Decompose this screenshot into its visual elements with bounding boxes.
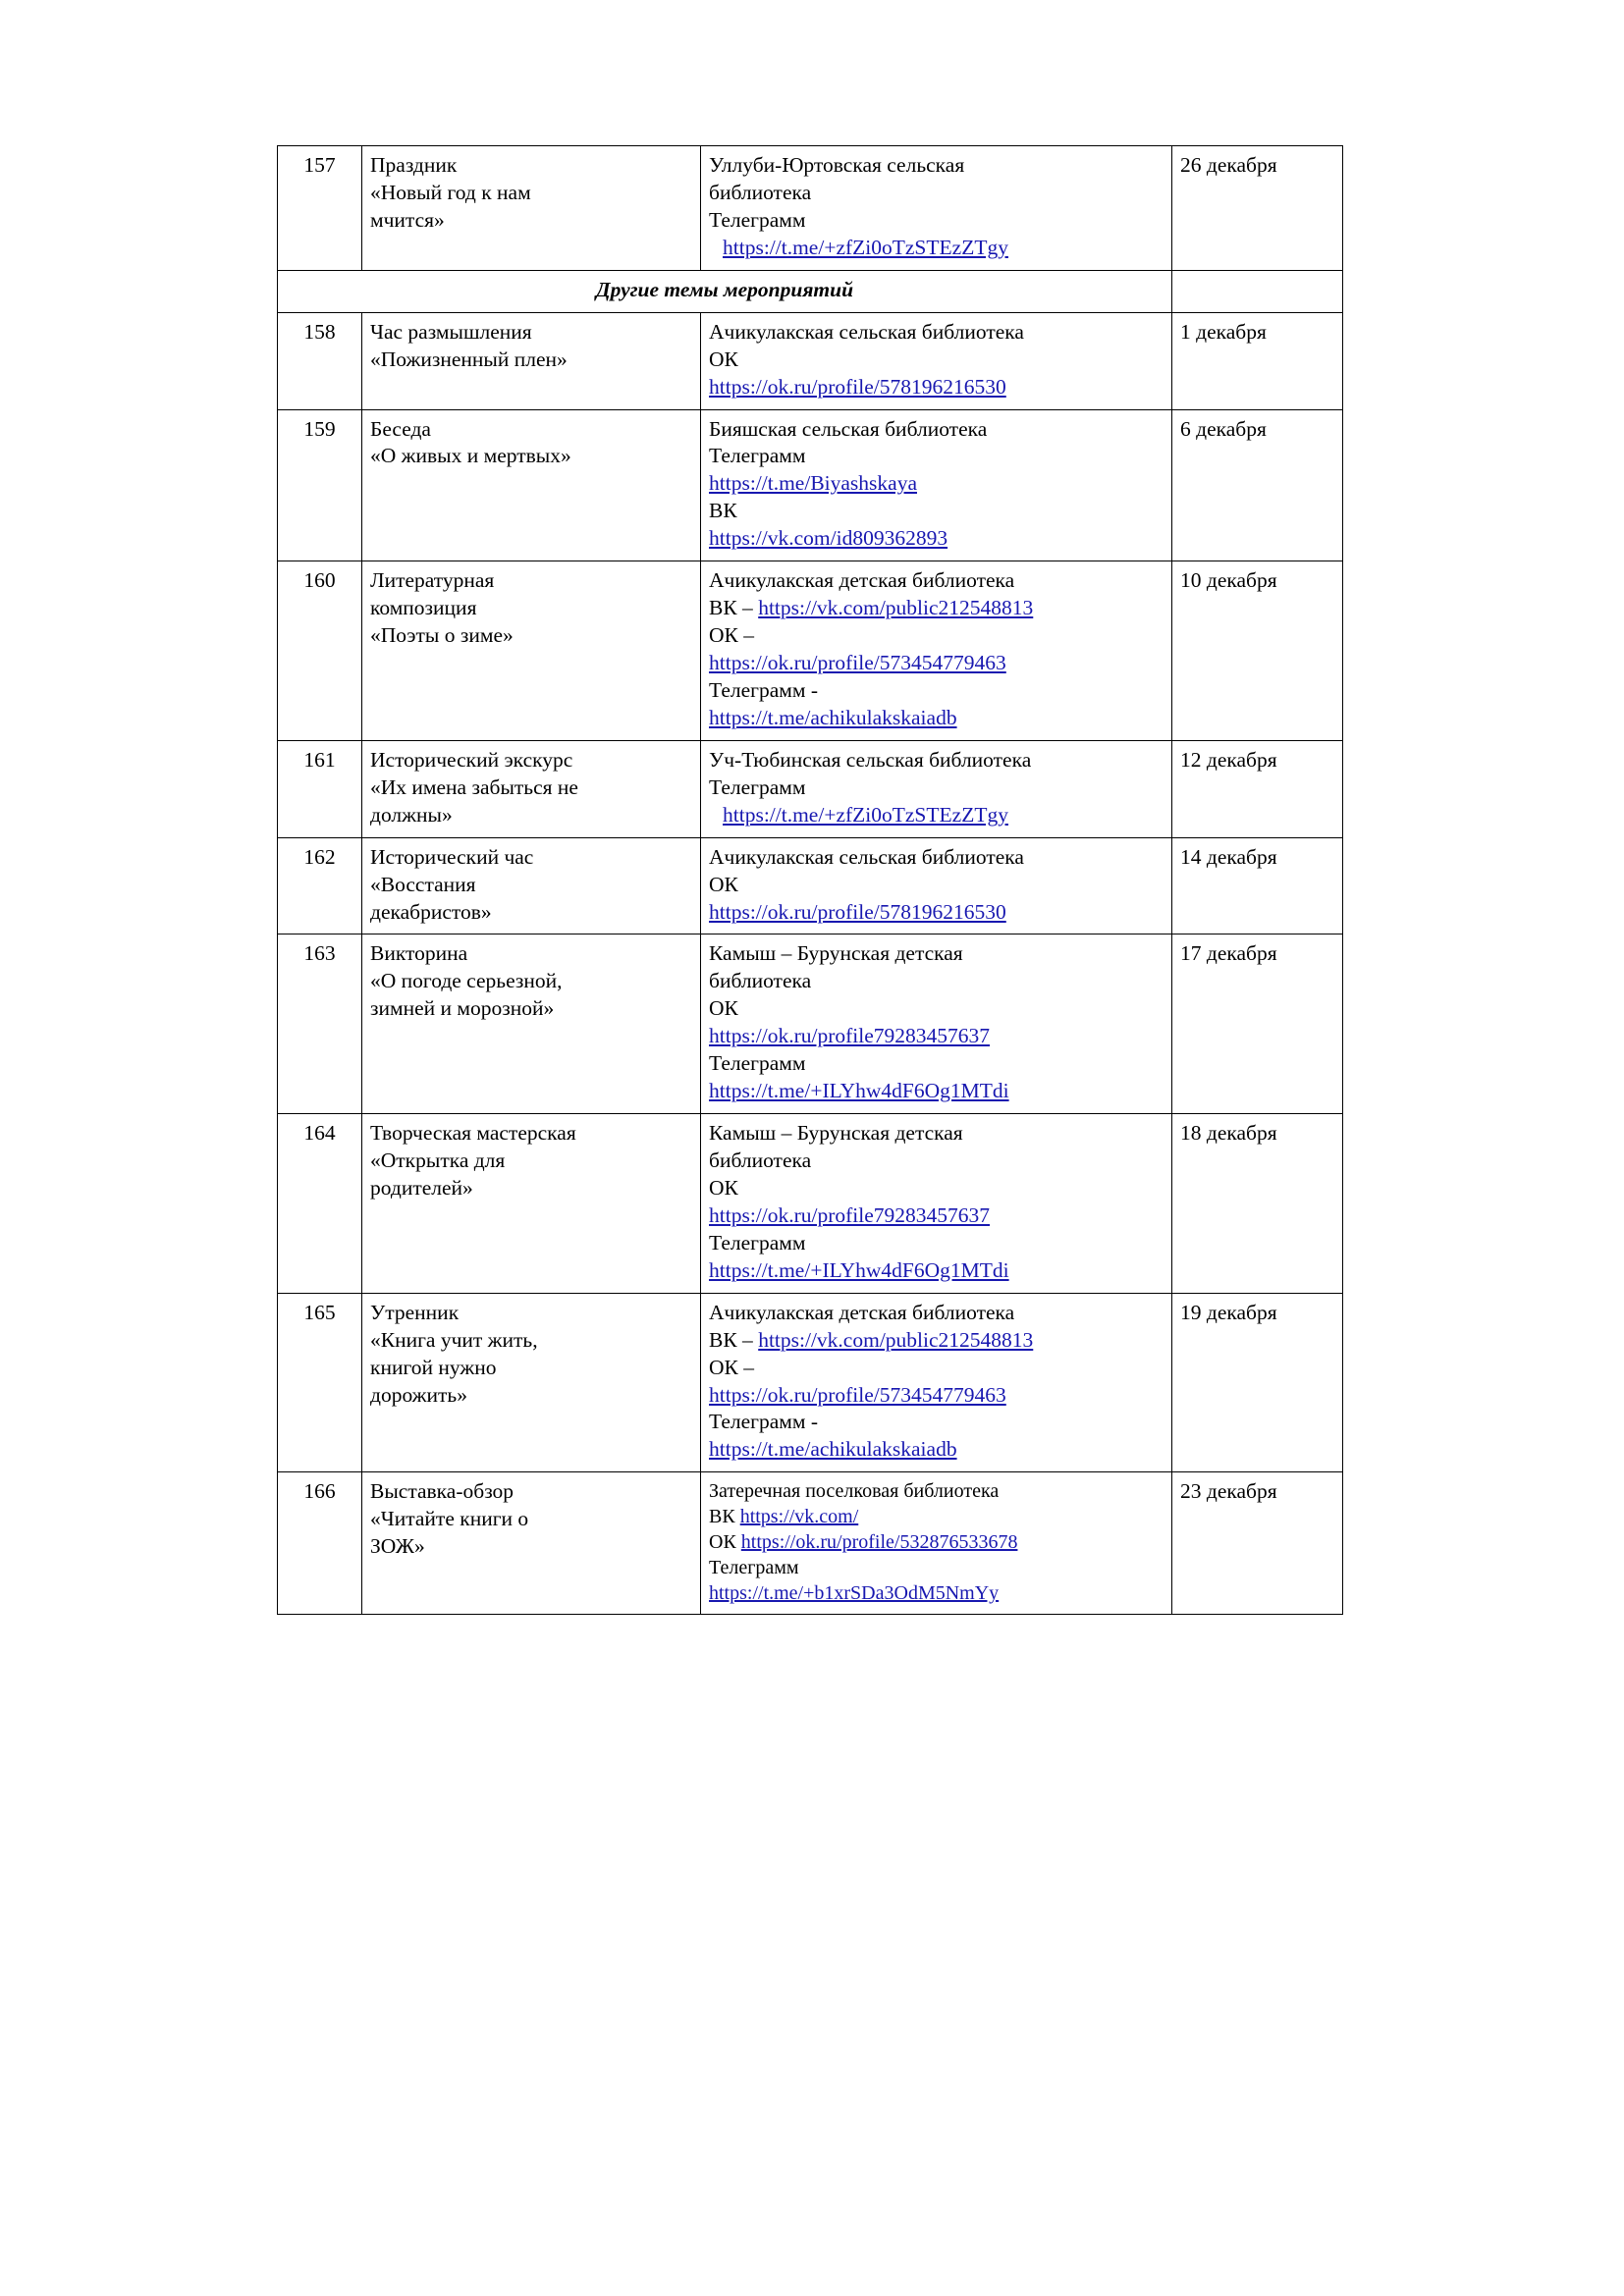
events-table bbox=[277, 145, 1343, 1615]
event-name bbox=[362, 1293, 701, 1472]
table-row bbox=[278, 312, 1343, 409]
event-name-line: «Книга учит жить, bbox=[370, 1327, 538, 1352]
event-name-line: Литературная bbox=[370, 568, 495, 593]
event-name bbox=[362, 409, 701, 561]
vk-label: ВК bbox=[709, 1506, 740, 1528]
event-place bbox=[701, 837, 1172, 934]
event-name-line: родителей» bbox=[370, 1175, 473, 1200]
table-row bbox=[278, 1114, 1343, 1294]
event-name-line: Викторина bbox=[370, 941, 468, 966]
event-name-line: «Их имена забыться не bbox=[370, 774, 578, 799]
row-number: 165 bbox=[278, 1293, 362, 1472]
place-line: Телеграмм bbox=[709, 207, 806, 232]
place-line: Камыш – Бурунская детская bbox=[709, 1121, 963, 1146]
ok-link[interactable]: https://ok.ru/profile/578196216530 bbox=[709, 899, 1006, 924]
place-line: библиотека bbox=[709, 1148, 812, 1172]
telegram-label: Телеграмм - bbox=[709, 677, 818, 702]
event-date: 10 декабря bbox=[1172, 561, 1343, 741]
telegram-label: Телеграмм bbox=[709, 1051, 806, 1076]
place-line: библиотека bbox=[709, 969, 812, 993]
event-place bbox=[701, 740, 1172, 837]
event-name-line: ЗОЖ» bbox=[370, 1534, 425, 1559]
telegram-link[interactable]: https://t.me/achikulakskaiadb bbox=[709, 705, 957, 729]
telegram-link[interactable]: https://t.me/+ILYhw4dF6Og1MTdi bbox=[709, 1257, 1009, 1282]
place-line bbox=[709, 595, 1164, 622]
event-name bbox=[362, 934, 701, 1114]
place-line bbox=[709, 1529, 1164, 1555]
ok-link[interactable]: https://ok.ru/profile/573454779463 bbox=[709, 1382, 1006, 1407]
event-name-line: Выставка-обзор bbox=[370, 1479, 514, 1504]
vk-link[interactable]: https://vk.com/public212548813 bbox=[758, 596, 1034, 620]
event-name-line: Творческая мастерская bbox=[370, 1121, 576, 1146]
place-line: Бияшская сельская библиотека bbox=[709, 416, 988, 441]
table-row bbox=[278, 561, 1343, 741]
event-name-line: зимней и морозной» bbox=[370, 996, 555, 1021]
place-line: ОК bbox=[709, 347, 738, 371]
ok-label: ОК – bbox=[709, 623, 754, 648]
table-row bbox=[278, 1472, 1343, 1615]
vk-link[interactable]: https://vk.com/id809362893 bbox=[709, 526, 948, 551]
vk-link[interactable]: https://vk.com/ bbox=[739, 1506, 859, 1528]
event-place bbox=[701, 1293, 1172, 1472]
event-name bbox=[362, 312, 701, 409]
place-line: Ачикулакская сельская библиотека bbox=[709, 319, 1024, 344]
telegram-label: Телеграмм bbox=[709, 1557, 799, 1579]
section-header: Другие темы мероприятий bbox=[278, 270, 1172, 312]
event-place bbox=[701, 1114, 1172, 1294]
ok-link[interactable]: https://ok.ru/profile/532876533678 bbox=[740, 1531, 1018, 1554]
event-name-line: Исторический экскурс bbox=[370, 747, 573, 772]
event-date: 23 декабря bbox=[1172, 1472, 1343, 1615]
table-row bbox=[278, 837, 1343, 934]
event-place bbox=[701, 312, 1172, 409]
vk-label: ВК – bbox=[709, 596, 759, 620]
event-date: 6 декабря bbox=[1172, 409, 1343, 561]
event-place bbox=[701, 934, 1172, 1114]
telegram-link[interactable]: https://t.me/+zfZi0oTzSTEzZTgy bbox=[723, 235, 1008, 259]
event-name-line: Беседа bbox=[370, 416, 431, 441]
telegram-link[interactable]: https://t.me/+zfZi0oTzSTEzZTgy bbox=[723, 802, 1008, 827]
ok-link[interactable]: https://ok.ru/profile/578196216530 bbox=[709, 374, 1006, 399]
event-name-line: книгой нужно bbox=[370, 1355, 497, 1379]
ok-label: ОК bbox=[709, 1531, 741, 1554]
ok-link[interactable]: https://ok.ru/profile79283457637 bbox=[709, 1202, 991, 1227]
vk-label: ВК – bbox=[709, 1327, 759, 1352]
event-date: 1 декабря bbox=[1172, 312, 1343, 409]
row-number: 166 bbox=[278, 1472, 362, 1615]
place-line: Уллуби-Юртовская сельская bbox=[709, 153, 965, 177]
row-number: 163 bbox=[278, 934, 362, 1114]
row-number: 159 bbox=[278, 409, 362, 561]
row-number: 161 bbox=[278, 740, 362, 837]
event-date: 14 декабря bbox=[1172, 837, 1343, 934]
event-place bbox=[701, 1472, 1172, 1615]
event-name-line: Праздник bbox=[370, 153, 458, 177]
telegram-link[interactable]: https://t.me/+b1xrSDa3OdM5NmYy bbox=[709, 1582, 1000, 1605]
table-row bbox=[278, 934, 1343, 1114]
ok-link[interactable]: https://ok.ru/profile79283457637 bbox=[709, 1024, 991, 1048]
event-name bbox=[362, 146, 701, 271]
event-name-line: «Пожизненный плен» bbox=[370, 347, 568, 371]
table-row bbox=[278, 1293, 1343, 1472]
event-name bbox=[362, 837, 701, 934]
place-line: Телеграмм bbox=[709, 444, 806, 468]
telegram-link[interactable]: https://t.me/+ILYhw4dF6Og1MTdi bbox=[709, 1079, 1009, 1103]
event-name bbox=[362, 1114, 701, 1294]
section-header-row bbox=[278, 270, 1343, 312]
event-date: 18 декабря bbox=[1172, 1114, 1343, 1294]
row-number: 157 bbox=[278, 146, 362, 271]
place-line: Уч-Тюбинская сельская библиотека bbox=[709, 747, 1032, 772]
event-place bbox=[701, 146, 1172, 271]
event-name-line: «О погоде серьезной, bbox=[370, 969, 563, 993]
place-line: ОК bbox=[709, 872, 738, 896]
telegram-label: Телеграмм bbox=[709, 1230, 806, 1255]
place-line: Ачикулакская детская библиотека bbox=[709, 568, 1015, 593]
ok-label: ОК bbox=[709, 996, 738, 1021]
row-number: 160 bbox=[278, 561, 362, 741]
event-place bbox=[701, 409, 1172, 561]
table-body bbox=[278, 146, 1343, 1615]
place-line: библиотека bbox=[709, 180, 812, 204]
telegram-link[interactable]: https://t.me/Biyashskaya bbox=[709, 471, 917, 496]
event-name-line: дорожить» bbox=[370, 1382, 467, 1407]
vk-link[interactable]: https://vk.com/public212548813 bbox=[758, 1327, 1034, 1352]
event-name-line: Час размышления bbox=[370, 319, 532, 344]
place-line: Ачикулакская сельская библиотека bbox=[709, 844, 1024, 869]
event-name bbox=[362, 561, 701, 741]
event-name-line: «Восстания bbox=[370, 872, 476, 896]
event-date: 12 декабря bbox=[1172, 740, 1343, 837]
row-number: 158 bbox=[278, 312, 362, 409]
place-line: Камыш – Бурунская детская bbox=[709, 941, 963, 966]
event-name-line: «Новый год к нам bbox=[370, 180, 531, 204]
event-name-line: должны» bbox=[370, 802, 453, 827]
ok-label: ОК bbox=[709, 1175, 738, 1200]
event-place bbox=[701, 561, 1172, 741]
event-name bbox=[362, 740, 701, 837]
table-row bbox=[278, 740, 1343, 837]
row-number: 162 bbox=[278, 837, 362, 934]
event-name bbox=[362, 1472, 701, 1615]
place-line bbox=[709, 1504, 1164, 1529]
event-name-line: мчится» bbox=[370, 207, 445, 232]
table-row bbox=[278, 409, 1343, 561]
table-row bbox=[278, 146, 1343, 271]
event-name-line: Исторический час bbox=[370, 844, 534, 869]
event-name-line: «О живых и мертвых» bbox=[370, 444, 571, 468]
telegram-link[interactable]: https://t.me/achikulakskaiadb bbox=[709, 1437, 957, 1462]
event-name-line: композиция bbox=[370, 596, 477, 620]
place-line: ВК bbox=[709, 499, 737, 523]
row-number: 164 bbox=[278, 1114, 362, 1294]
event-date: 26 декабря bbox=[1172, 146, 1343, 271]
telegram-label: Телеграмм - bbox=[709, 1410, 818, 1434]
ok-link[interactable]: https://ok.ru/profile/573454779463 bbox=[709, 651, 1006, 674]
ok-label: ОК – bbox=[709, 1355, 754, 1379]
event-name-line: «Открытка для bbox=[370, 1148, 506, 1172]
event-name-line: «Поэты о зиме» bbox=[370, 623, 514, 648]
place-line: Ачикулакская детская библиотека bbox=[709, 1300, 1015, 1324]
place-line: Телеграмм bbox=[709, 774, 806, 799]
section-header-date-cell bbox=[1172, 270, 1343, 312]
event-date: 19 декабря bbox=[1172, 1293, 1343, 1472]
place-line: Затеречная поселковая библиотека bbox=[709, 1480, 1000, 1503]
event-name-line: декабристов» bbox=[370, 899, 492, 924]
event-name-line: Утренник bbox=[370, 1300, 460, 1324]
place-line bbox=[709, 1327, 1164, 1355]
event-name-line: «Читайте книги о bbox=[370, 1507, 529, 1531]
event-date: 17 декабря bbox=[1172, 934, 1343, 1114]
